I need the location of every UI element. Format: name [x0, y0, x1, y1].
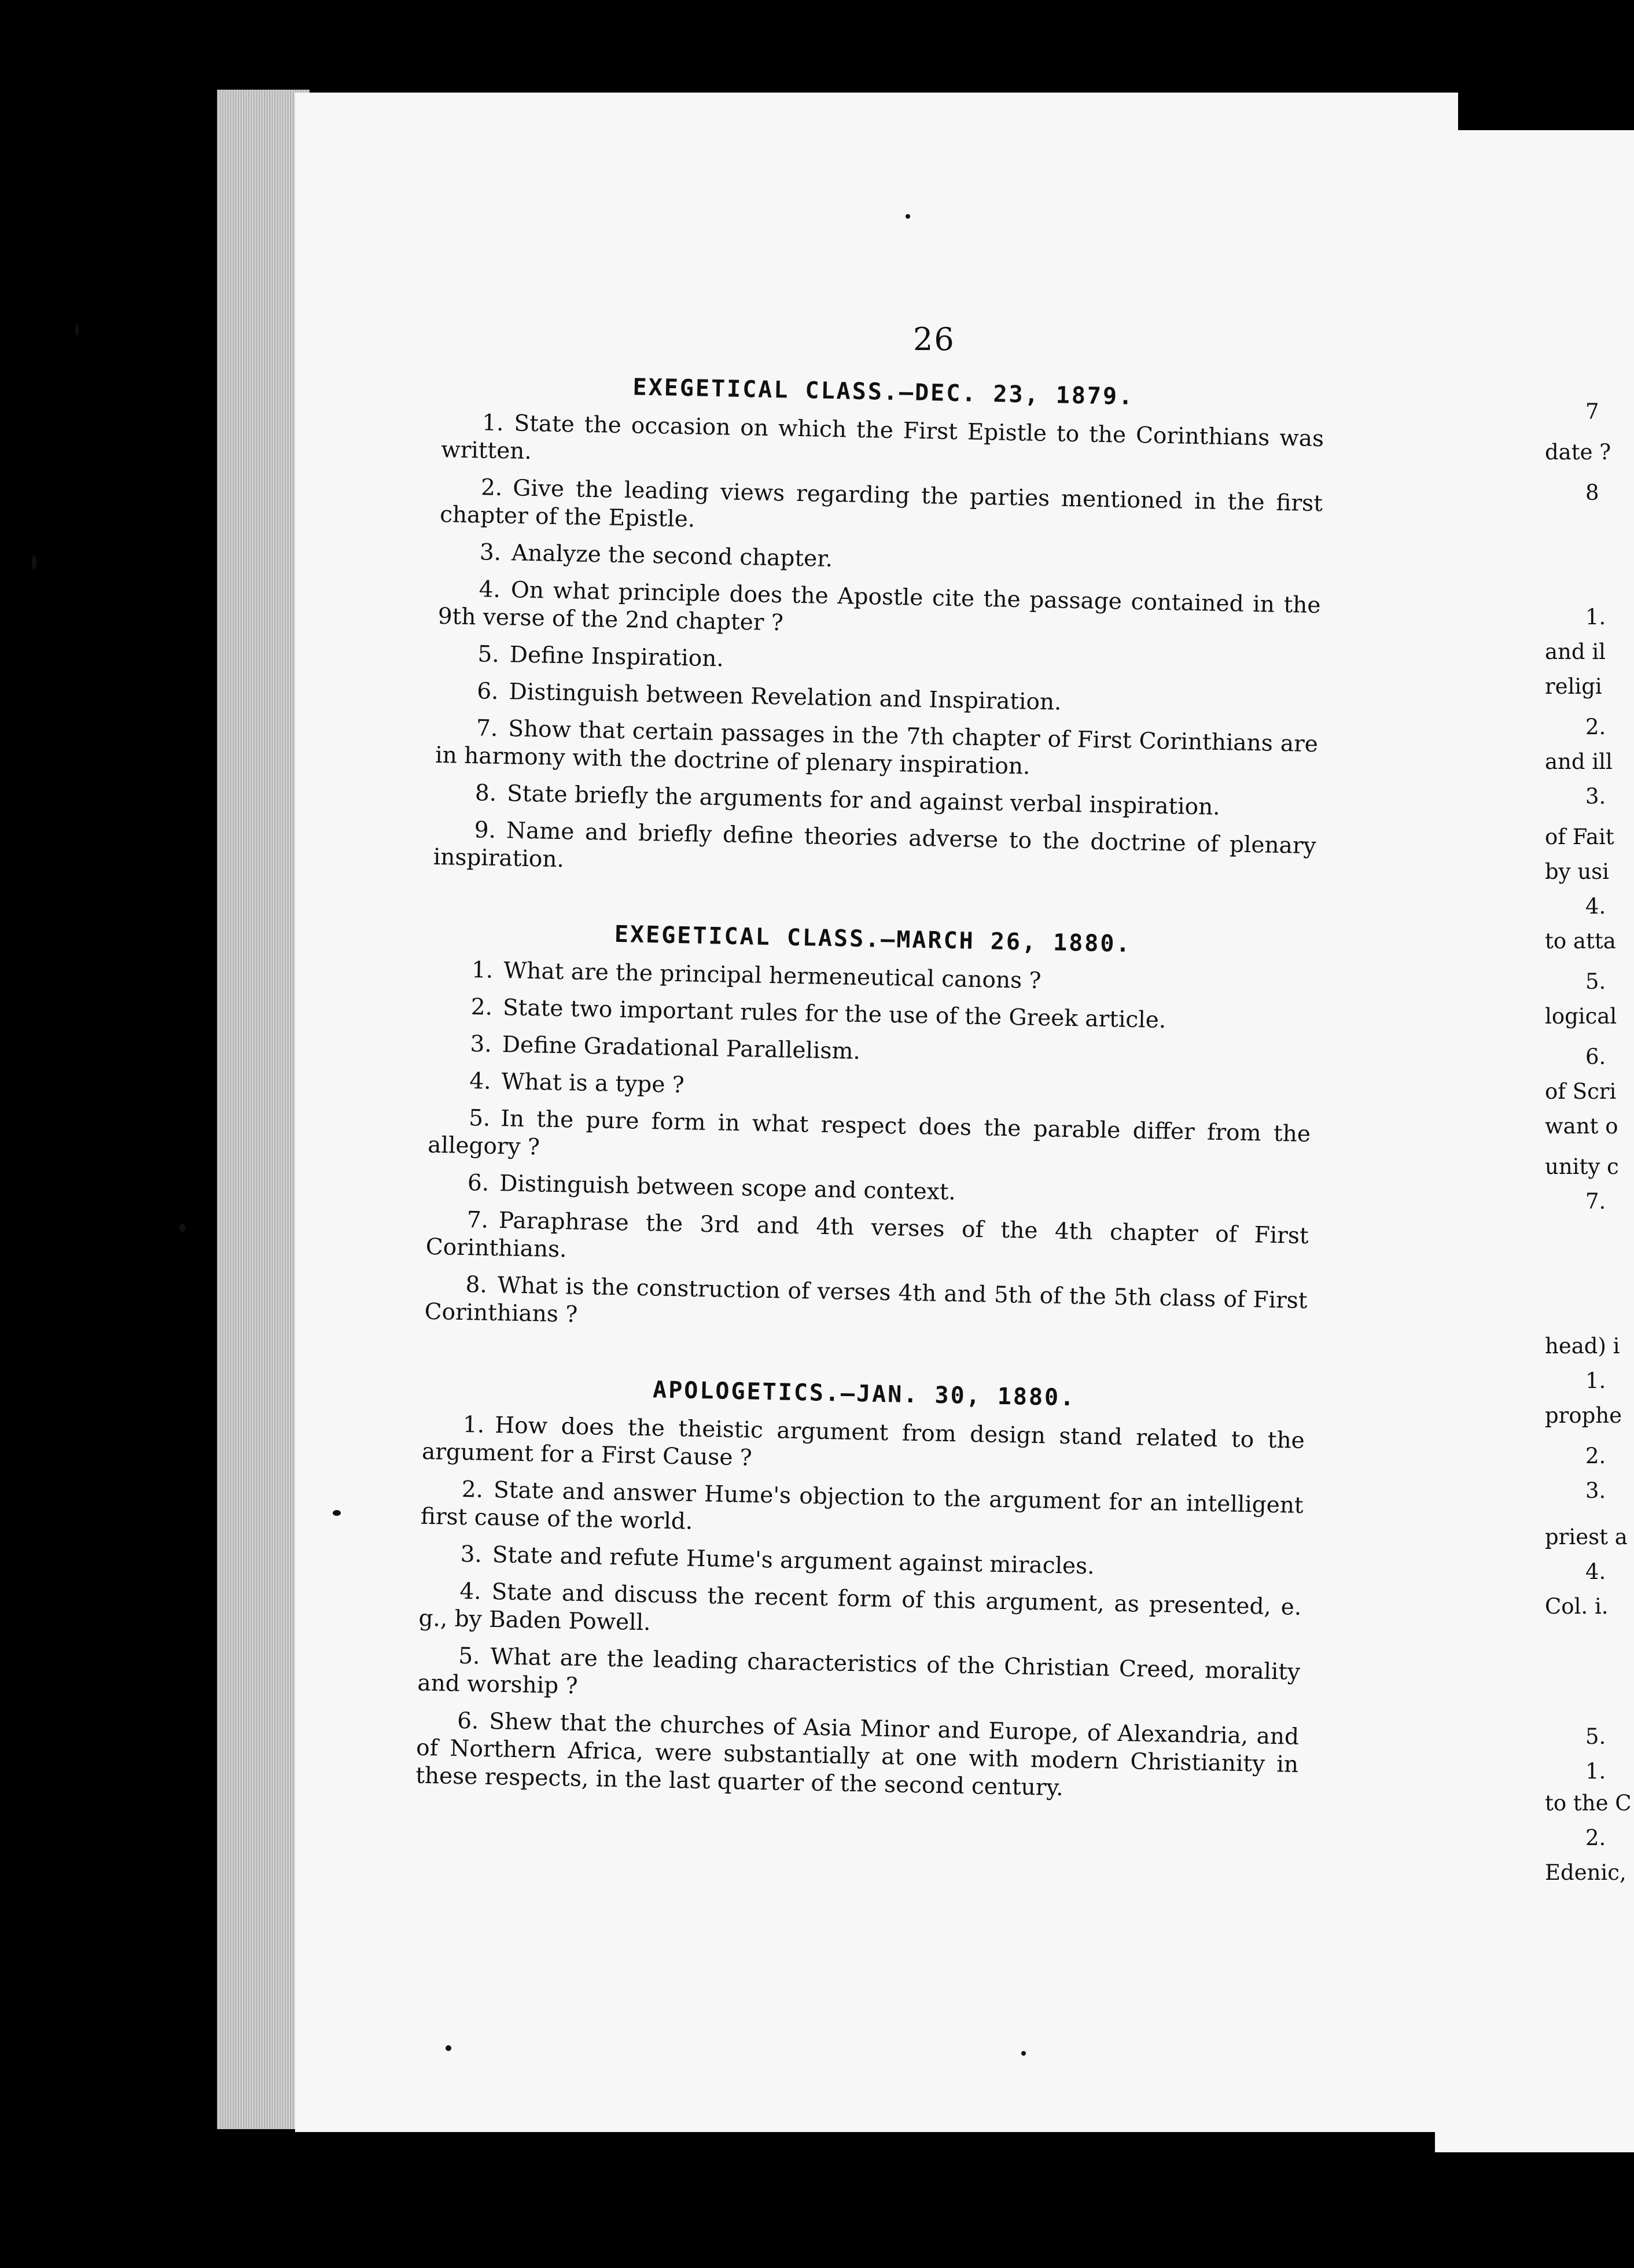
question-item: [417, 1642, 1301, 1714]
print-speck: [179, 1224, 185, 1232]
question-item: [431, 956, 1314, 1000]
question-number: 8.: [465, 1272, 488, 1298]
facing-page-fragment: 2.: [1585, 715, 1606, 739]
facing-page-fragment: 1.: [1585, 605, 1606, 629]
facing-page-fragment: 4.: [1585, 894, 1606, 919]
question-text: Paraphrase the 3rd and 4th verses of the 4th chapter of First Corinthians.: [425, 1207, 1309, 1263]
question-item: [439, 538, 1322, 583]
question-text: State and refute Hume's argument against miracles.: [492, 1542, 1095, 1580]
question-number: 2.: [470, 994, 493, 1021]
facing-page-fragment: 3.: [1585, 784, 1606, 809]
question-text: What are the leading characteristics of the Christian Creed, morality and worship ?: [417, 1643, 1301, 1699]
question-number: 1.: [481, 410, 504, 437]
question-list: [433, 408, 1324, 888]
question-text: State two important rules for the use of the Greek article.: [502, 995, 1166, 1034]
question-item: [427, 1169, 1310, 1213]
question-number: 2.: [461, 1476, 484, 1503]
section-heading: APOLOGETICS.—JAN. 30, 1880.: [652, 1376, 1076, 1412]
question-number: 8.: [474, 780, 497, 807]
question-text: Analyze the second chapter.: [511, 540, 833, 572]
page-number: 26: [913, 321, 955, 358]
print-speck: [906, 214, 910, 219]
question-text: Distinguish between scope and context.: [499, 1170, 956, 1206]
question-text: In the pure form in what respect does the parable differ from the allegory ?: [427, 1106, 1311, 1161]
question-item: [441, 408, 1324, 481]
section-heading: EXEGETICAL CLASS.—DEC. 23, 1879.: [632, 374, 1135, 410]
question-text: State briefly the arguments for and against verbal inspiration.: [506, 780, 1221, 820]
print-speck: [1021, 2051, 1026, 2056]
question-number: 3.: [479, 539, 502, 566]
question-item: [437, 640, 1320, 684]
question-number: 2.: [480, 474, 503, 502]
facing-page-fragment: 1.: [1585, 1759, 1606, 1784]
facing-page-fragment: date ?: [1545, 440, 1611, 465]
question-item: [425, 1206, 1309, 1278]
print-speck: [446, 2045, 451, 2051]
facing-page-fragment: of Scri: [1545, 1079, 1617, 1104]
question-text: Shew that the churches of Asia Minor and Europe, of Alexandria, and of Northern Africa, were substantially at one with modern Christianity in these respects, in the last quarter of the second century.: [415, 1708, 1300, 1802]
question-item: [418, 1577, 1302, 1650]
facing-page-fragment: 6.: [1585, 1044, 1606, 1069]
question-number: 7.: [466, 1207, 489, 1234]
facing-page-fragment: and ill: [1545, 749, 1613, 774]
facing-page-fragment: unity c: [1545, 1154, 1619, 1179]
facing-page-fragment: 7.: [1585, 1189, 1606, 1214]
facing-page-fragment: to atta: [1545, 929, 1616, 953]
question-text: What is a type ?: [501, 1069, 685, 1099]
question-text: What is the construction of verses 4th and 5th of the 5th class of First Corinthians ?: [424, 1272, 1308, 1328]
question-item: [420, 1475, 1304, 1548]
question-item: [436, 677, 1319, 721]
section-exegetical-march-1880: [424, 918, 1314, 1343]
question-number: 5.: [468, 1105, 491, 1132]
question-number: 4.: [479, 576, 501, 603]
facing-page-fragment: religi: [1545, 674, 1602, 699]
facing-page-fragment: priest a: [1545, 1525, 1628, 1549]
question-number: 6.: [457, 1707, 479, 1735]
print-speck: [75, 324, 79, 336]
question-text: On what principle does the Apostle cite the passage contained in the 9th verse of the 2nd chapter ?: [437, 577, 1321, 636]
question-text: State the occasion on which the First Epistle to the Corinthians was written.: [440, 410, 1324, 465]
question-number: 6.: [467, 1170, 490, 1196]
section-apologetics-jan-1880: [415, 1372, 1306, 1807]
print-speck: [32, 555, 36, 569]
question-item: [419, 1540, 1302, 1585]
facing-page-fragment: Col. i.: [1545, 1594, 1609, 1619]
question-number: 5.: [458, 1643, 480, 1670]
facing-page-fragment: by usi: [1545, 859, 1609, 884]
question-text: State and discuss the recent form of this argument, as presented, e. g., by Baden Powell.: [418, 1579, 1302, 1636]
facing-page-fragment: 5.: [1585, 1724, 1606, 1749]
question-number: 4.: [459, 1578, 482, 1605]
question-item: [429, 1067, 1312, 1111]
page-content: [414, 370, 1324, 1853]
print-speck: [333, 1510, 341, 1516]
question-number: 4.: [469, 1068, 492, 1095]
facing-page-fragment: head) i: [1545, 1334, 1620, 1358]
question-text: Show that certain passages in the 7th chapter of First Corinthians are in harmony with the doctrine of plenary inspiration.: [435, 716, 1319, 780]
question-number: 7.: [476, 715, 498, 742]
facing-page-fragment: 7: [1585, 399, 1599, 424]
facing-page-fragment: prophe: [1545, 1403, 1622, 1428]
question-number: 3.: [460, 1541, 483, 1568]
facing-page-fragment: 1.: [1585, 1368, 1606, 1393]
question-item: [428, 1104, 1311, 1176]
facing-page-fragment: 8: [1585, 480, 1599, 505]
section-exegetical-dec-1879: [433, 370, 1324, 888]
facing-page-fragment: and il: [1545, 639, 1606, 664]
question-text: Name and briefly define theories adverse to the doctrine of plenary inspiration.: [433, 818, 1316, 873]
question-number: 9.: [474, 817, 496, 844]
facing-page-fragment: of Fait: [1545, 824, 1614, 849]
question-text: Define Inspiration.: [509, 642, 724, 672]
question-item: [433, 816, 1316, 888]
facing-page-fragment: 4.: [1585, 1559, 1606, 1584]
question-item: [429, 1030, 1312, 1074]
question-item: [435, 779, 1317, 823]
question-item: [437, 575, 1321, 647]
facing-page-fragment: to the C: [1545, 1791, 1632, 1816]
question-number: 5.: [477, 641, 500, 668]
question-number: 1.: [462, 1412, 485, 1438]
question-text: State and answer Hume's objection to the argument for an intelligent first cause of the world.: [420, 1477, 1304, 1535]
question-item: [415, 1707, 1299, 1807]
question-text: Distinguish between Revelation and Inspiration.: [509, 679, 1062, 716]
question-text: Define Gradational Parallelism.: [502, 1032, 861, 1065]
question-number: 3.: [470, 1031, 492, 1058]
facing-page-fragment: 3.: [1585, 1478, 1606, 1503]
question-list: [424, 956, 1313, 1343]
question-item: [422, 1411, 1305, 1483]
facing-page-fragment: Edenic,: [1545, 1860, 1626, 1885]
question-item: [430, 993, 1313, 1037]
facing-page-fragment: 5.: [1585, 969, 1606, 994]
facing-page-fragment: want o: [1545, 1114, 1618, 1139]
facing-page-fragment: 2.: [1585, 1444, 1606, 1468]
question-text: How does the theistic argument from design stand related to the argument for a First Cause ?: [421, 1412, 1305, 1471]
facing-page-fragment: logical: [1545, 1004, 1617, 1029]
question-item: [440, 473, 1323, 546]
question-text: What are the principal hermeneutical canons ?: [503, 958, 1042, 995]
section-heading: EXEGETICAL CLASS.—MARCH 26, 1880.: [614, 921, 1132, 958]
question-text: Give the leading views regarding the parties mentioned in the first chapter of the Epistle.: [439, 475, 1323, 533]
question-list: [415, 1411, 1305, 1807]
question-item: [424, 1271, 1308, 1343]
question-item: [435, 714, 1319, 786]
question-number: 6.: [476, 678, 499, 705]
question-number: 1.: [471, 957, 494, 984]
facing-page-fragment: 2.: [1585, 1825, 1606, 1850]
